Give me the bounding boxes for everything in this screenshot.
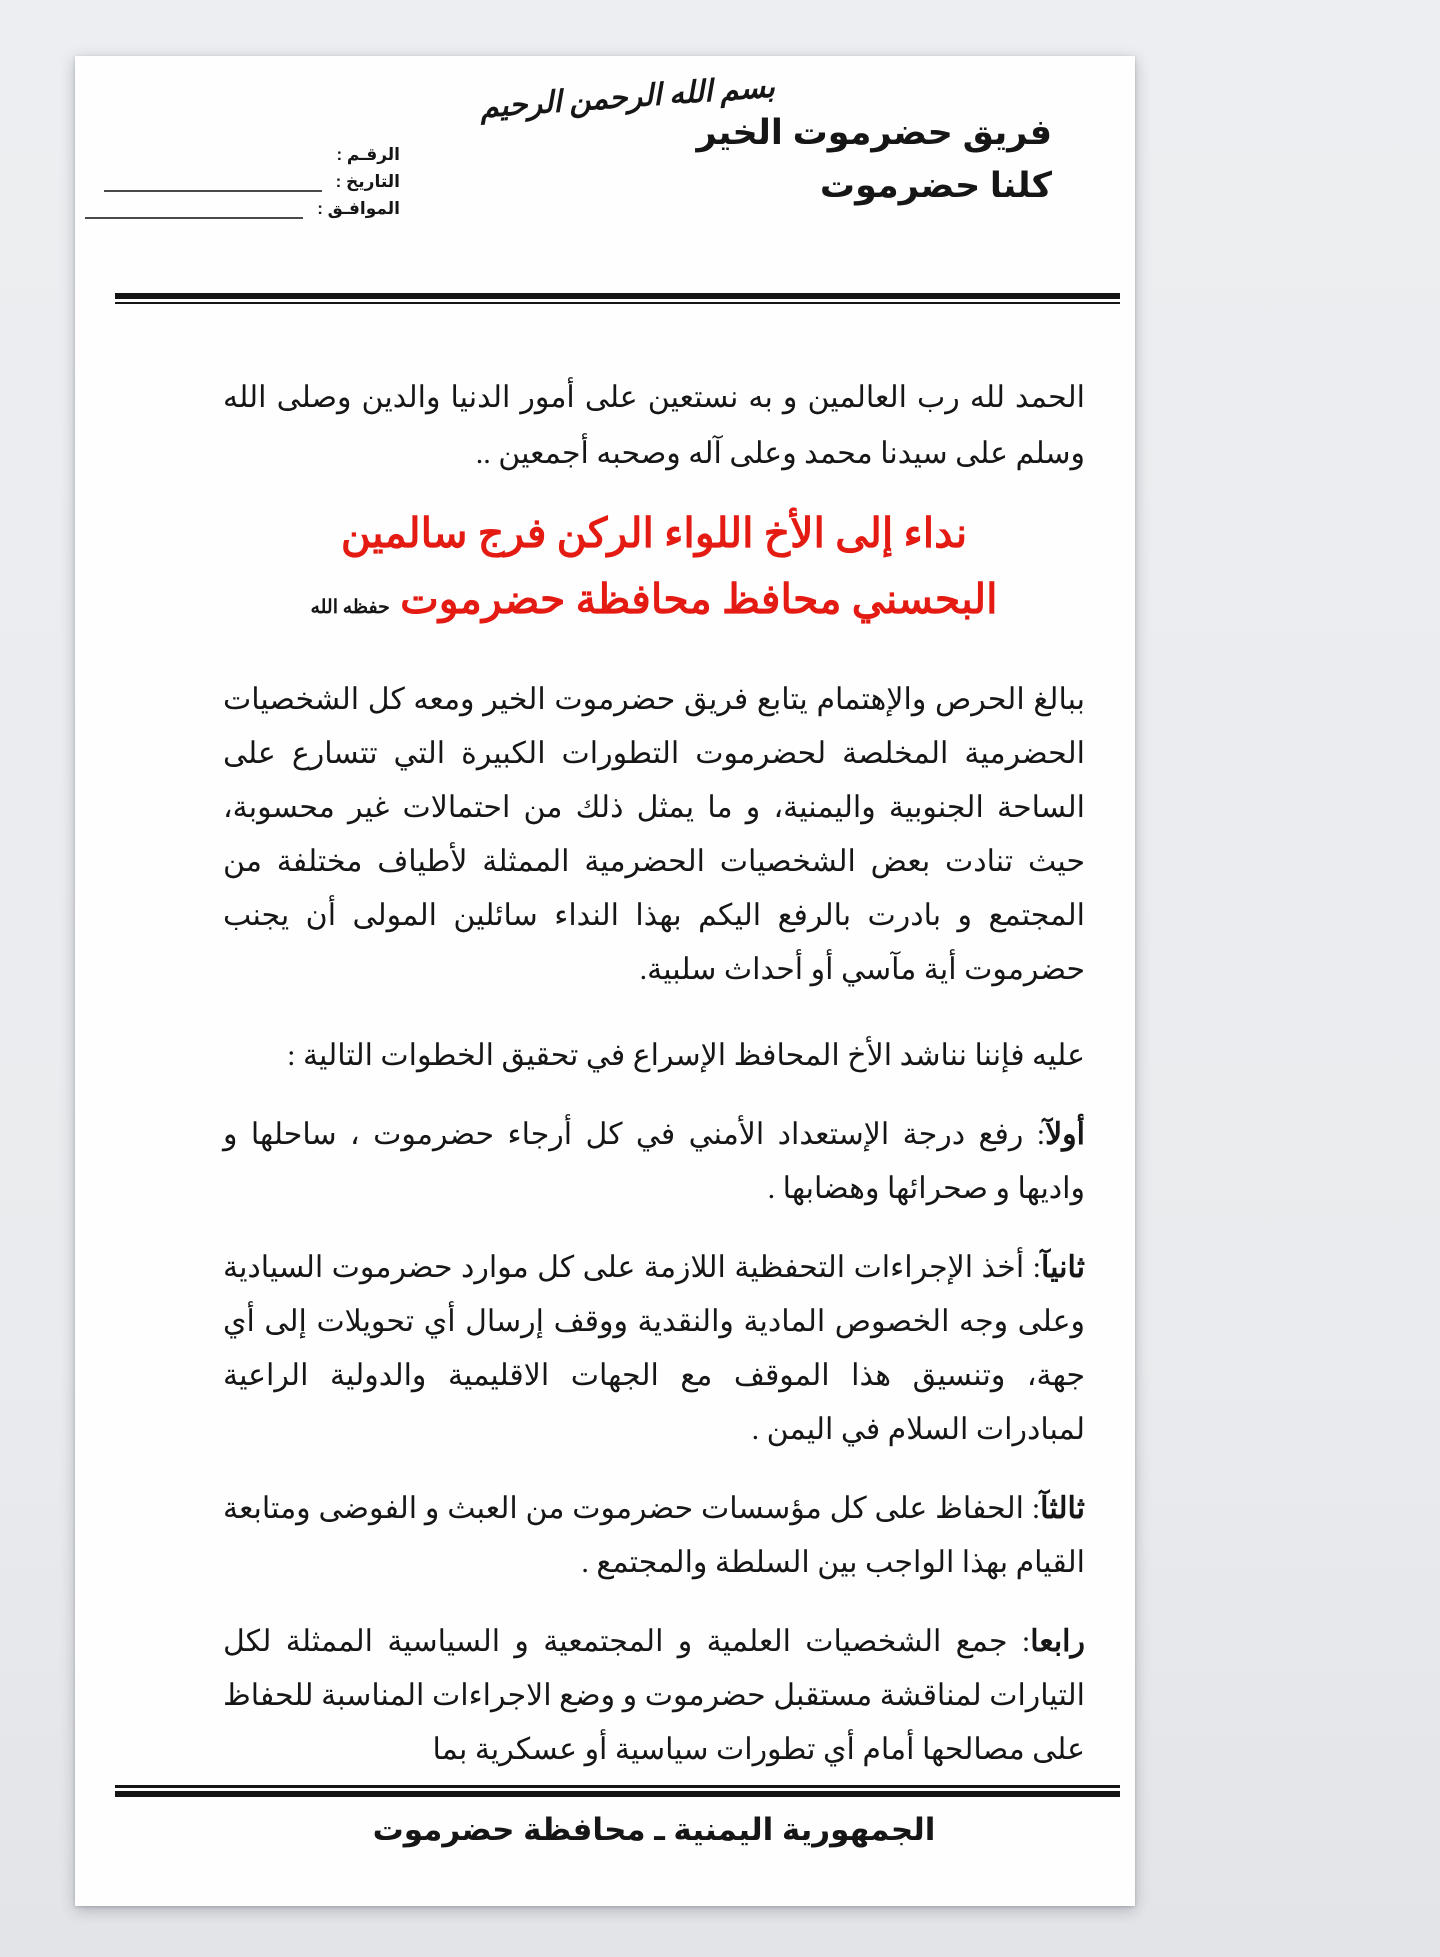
title-line1: نداء إلى الأخ اللواء الركن فرج سالمين (340, 510, 968, 556)
header-double-rule (115, 293, 1120, 304)
org-name-line1: فريق حضرموت الخير (696, 113, 1052, 152)
number-blank-line (105, 147, 323, 165)
intro-paragraph: ببالغ الحرص والإهتمام يتابع فريق حضرموت الخير ومعه كل الشخصيات الحضرمية المخلصة لحضرموت التطورات الكبيرة التي تتسارع على الساحة الجنوبية واليمنية، و ما يمثل ذلك من احتمالات غير محسوبة، حيث تنادت بعض الشخصيات الحضرمية الممثلة لأطياف مختلفة من المجتمع و بادرت بالرفع اليكم بهذا النداء سائلين المولى أن يجنب حضرموت أية مآسي أو أحداث سلبية. (223, 683, 1086, 986)
corresponding-label: الموافـق : (317, 199, 400, 218)
opening-praise-paragraph: الحمد لله رب العالمين و به نستعين على أمور الدنيا والدين وصلى الله وسلم على سيدنا محمد وعلى آله وصحبه أجمعين .. (223, 381, 1085, 470)
section-first-lead: أولآ (1045, 1118, 1085, 1151)
document-title (223, 500, 1085, 641)
section-first (223, 1108, 1085, 1216)
section-fourth (223, 1615, 1085, 1777)
title-blessing: حفظه الله (310, 597, 390, 618)
field-row-corresponding (80, 192, 400, 219)
number-label: الرقـم : (336, 145, 400, 164)
reference-fields (80, 138, 400, 219)
field-row-date (80, 165, 400, 192)
bismillah-calligraphy: بسم الله الرحمن الرحيم (478, 70, 776, 125)
section-third-lead: ثالثآ (1040, 1492, 1085, 1525)
footer-text: الجمهورية اليمنية ـ محافظة حضرموت (372, 1812, 936, 1847)
document-body (223, 362, 1085, 1777)
date-blank-line (104, 172, 322, 192)
corresponding-blank-line (85, 199, 303, 219)
section-third-text: : الحفاظ على كل مؤسسات حضرموت من العبث و الفوضى ومتابعة القيام بهذا الواجب بين السلطة والمجتمع . (223, 1492, 1085, 1579)
section-third (223, 1482, 1085, 1590)
section-first-text: : رفع درجة الإستعداد الأمني في كل أرجاء حضرموت ، ساحلها و واديها و صحرائها وهضابها . (223, 1118, 1085, 1205)
section-fourth-lead: رابعا (1030, 1625, 1085, 1658)
date-label: التاريخ : (335, 172, 400, 191)
title-line2: البحسني محافظ محافظة حضرموت (400, 576, 998, 622)
section-fourth-text: : جمع الشخصيات العلمية و المجتمعية و السياسية الممثلة لكل التيارات لمناقشة مستقبل حضرموت و وضع الاجراءات المناسبة للحفاظ على مصالحها أمام أي تطورات سياسية أو عسكرية بما (223, 1625, 1085, 1766)
field-row-number (80, 138, 400, 165)
section-second (223, 1241, 1085, 1457)
section-second-text: : أخذ الإجراءات التحفظية اللازمة على كل موارد حضرموت السيادية وعلى وجه الخصوص المادية والنقدية ووقف إرسال أي تحويلات إلى أي جهة، وتنسيق هذا الموقف مع الجهات الاقليمية والدولية الراعية لمبادرات السلام في اليمن . (223, 1251, 1085, 1446)
appeal-line: عليه فإننا نناشد الأخ المحافظ الإسراع في تحقيق الخطوات التالية : (287, 1039, 1085, 1072)
section-second-lead: ثانيآ (1040, 1251, 1085, 1284)
org-name-line2: كلنا حضرموت (819, 166, 1052, 205)
document-page (75, 56, 1135, 1906)
footer-double-rule (115, 1785, 1120, 1797)
